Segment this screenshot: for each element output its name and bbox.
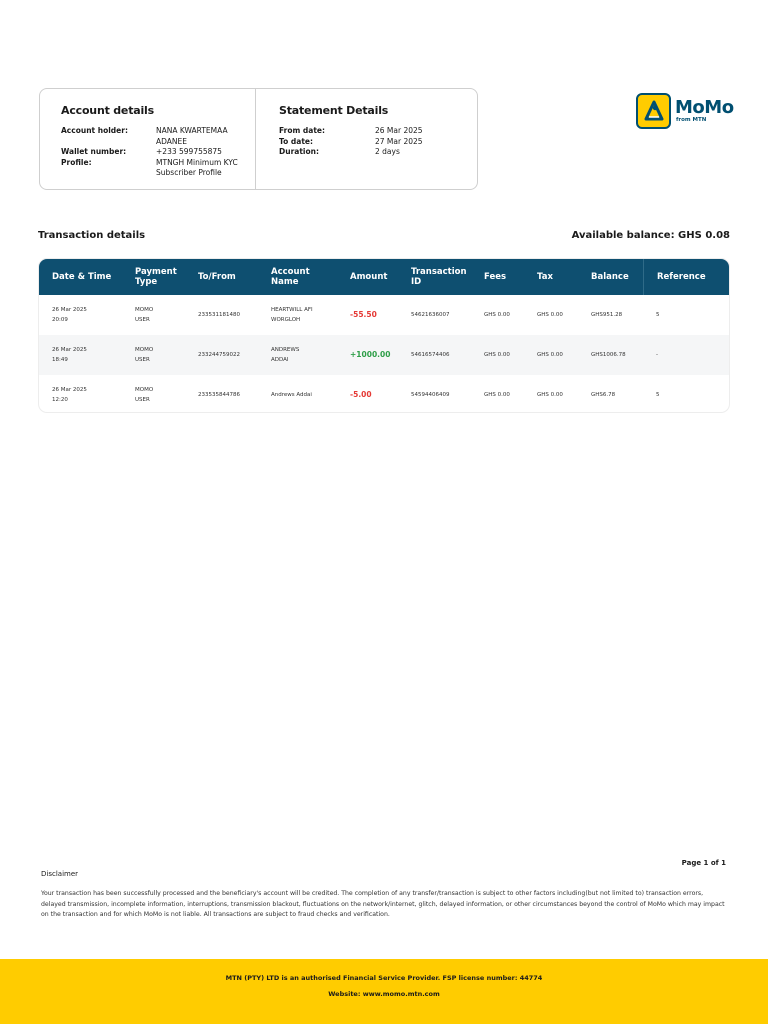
disclaimer-text: Your transaction has been successfully processed and the beneficiary's account will be credited. The completion of any transfer/transaction is subject to other factors including(but not limited to) transaction errors, delayed transmission, incomplete information, interruptions, transmission blackout, fluctuations on the network/internet, glitch, delayed information, or other circumstances beyond the control of MoMo which may impact on the transaction and for which MoMo is not liable. All transactions are subject to fraud checks and verification.	[41, 890, 725, 918]
wallet-number-value: +233 599755875	[156, 147, 222, 156]
cell-reference: 5	[656, 312, 660, 318]
account-holder-label: Account holder:	[61, 126, 128, 135]
footer	[0, 959, 768, 1024]
cell-to-from: 233535844786	[198, 392, 240, 398]
info-card	[39, 88, 478, 190]
cell-type-line1: MOMO	[135, 307, 154, 313]
profile-label: Profile:	[61, 157, 92, 167]
cell-amount: -5.00	[350, 390, 372, 399]
cell-reference: 5	[656, 392, 660, 398]
cell-type-line1: MOMO	[135, 347, 154, 353]
cell-name-line1: Andrews Addai	[271, 392, 312, 398]
cell-time: 20:09	[52, 317, 68, 323]
cell-type-line2: USER	[135, 357, 150, 363]
cell-name-line1: ANDREWS	[271, 347, 300, 353]
cell-tax: GHS 0.00	[537, 312, 563, 318]
account-holder-value: NANA KWARTEMAA ADANEE	[156, 126, 228, 146]
table-header	[39, 259, 729, 295]
duration-value: 2 days	[375, 147, 400, 156]
disclaimer-title: Disclaimer	[41, 870, 79, 878]
transaction-details-title: Transaction details	[38, 230, 146, 241]
header-balance: Balance	[591, 272, 629, 282]
cell-date: 26 Mar 2025	[52, 347, 87, 353]
cell-name-line2: ADDAI	[271, 357, 289, 363]
header-tax: Tax	[537, 272, 553, 282]
cell-time: 12:20	[52, 397, 68, 403]
cell-transaction-id: 54621636007	[411, 312, 450, 318]
cell-fees: GHS 0.00	[484, 352, 510, 358]
logo-sub-text: from MTN	[676, 116, 707, 123]
cell-amount: -55.50	[350, 310, 377, 319]
momo-logo-icon	[636, 93, 671, 129]
table-row	[39, 375, 729, 413]
duration-label: Duration:	[279, 147, 319, 156]
cell-balance: GHS6.78	[591, 392, 616, 398]
from-date-value: 26 Mar 2025	[375, 126, 423, 135]
cell-account-name	[258, 305, 337, 325]
cell-fees: GHS 0.00	[484, 312, 510, 318]
available-balance: Available balance: GHS 0.08	[571, 230, 730, 241]
header-account-name: Account Name	[271, 267, 310, 287]
wallet-number-label: Wallet number:	[61, 147, 127, 156]
cell-reference: -	[656, 352, 658, 358]
cell-type-line2: USER	[135, 317, 150, 323]
cell-tax: GHS 0.00	[537, 392, 563, 398]
cell-date-time	[39, 305, 122, 325]
wallet-number-row	[61, 147, 255, 158]
cell-time: 18:49	[52, 357, 68, 363]
cell-date: 26 Mar 2025	[52, 387, 87, 393]
cell-amount: +1000.00	[350, 350, 391, 359]
logo-main-text: MoMo	[675, 96, 734, 118]
cell-account-name	[258, 345, 337, 365]
profile-row	[61, 158, 255, 179]
header-reference: Reference	[643, 259, 729, 295]
cell-account-name	[258, 390, 337, 400]
cell-tax: GHS 0.00	[537, 352, 563, 358]
to-date-value: 27 Mar 2025	[375, 136, 423, 146]
cell-balance: GHS1006.78	[591, 352, 626, 358]
cell-name-line2: WORGLOH	[271, 317, 301, 323]
cell-name-line1: HEARTWILL AFI	[271, 307, 313, 313]
account-holder-row	[61, 126, 255, 147]
account-details-section	[40, 89, 256, 189]
cell-payment-type	[122, 345, 185, 365]
header-transaction-id: Transaction ID	[411, 267, 467, 287]
statement-details-section	[256, 89, 477, 189]
cell-date-time	[39, 385, 122, 405]
cell-transaction-id: 54616574406	[411, 352, 450, 358]
account-details-title: Account details	[61, 104, 154, 117]
momo-logo	[636, 93, 734, 129]
header-amount: Amount	[350, 272, 388, 282]
cell-date: 26 Mar 2025	[52, 307, 87, 313]
duration-row	[279, 147, 477, 158]
cell-to-from: 233531181480	[198, 312, 240, 318]
header-payment-type: Payment Type	[135, 267, 177, 287]
profile-value: MTNGH Minimum KYC Subscriber Profile	[156, 157, 238, 177]
cell-transaction-id: 54594406409	[411, 392, 450, 398]
transactions-table	[38, 258, 730, 413]
header-to-from: To/From	[198, 272, 236, 282]
header-fees: Fees	[484, 272, 507, 282]
cell-payment-type	[122, 385, 185, 405]
cell-fees: GHS 0.00	[484, 392, 510, 398]
table-row	[39, 295, 729, 335]
cell-type-line1: MOMO	[135, 387, 154, 393]
cell-type-line2: USER	[135, 397, 150, 403]
footer-license-text: MTN (PTY) LTD is an authorised Financial Service Provider. FSP license number: 44774	[225, 974, 543, 982]
page-number: Page 1 of 1	[681, 859, 726, 867]
cell-payment-type	[122, 305, 185, 325]
statement-details-title: Statement Details	[279, 104, 389, 117]
to-date-label: To date:	[279, 136, 313, 146]
to-date-row	[279, 137, 477, 148]
table-row	[39, 335, 729, 375]
header-date-time: Date & Time	[52, 272, 112, 282]
from-date-row	[279, 126, 477, 137]
cell-to-from: 233244759022	[198, 352, 240, 358]
cell-date-time	[39, 345, 122, 365]
footer-website-link[interactable]: Website: www.momo.mtn.com	[328, 990, 440, 998]
from-date-label: From date:	[279, 126, 326, 135]
cell-balance: GHS951.28	[591, 312, 623, 318]
